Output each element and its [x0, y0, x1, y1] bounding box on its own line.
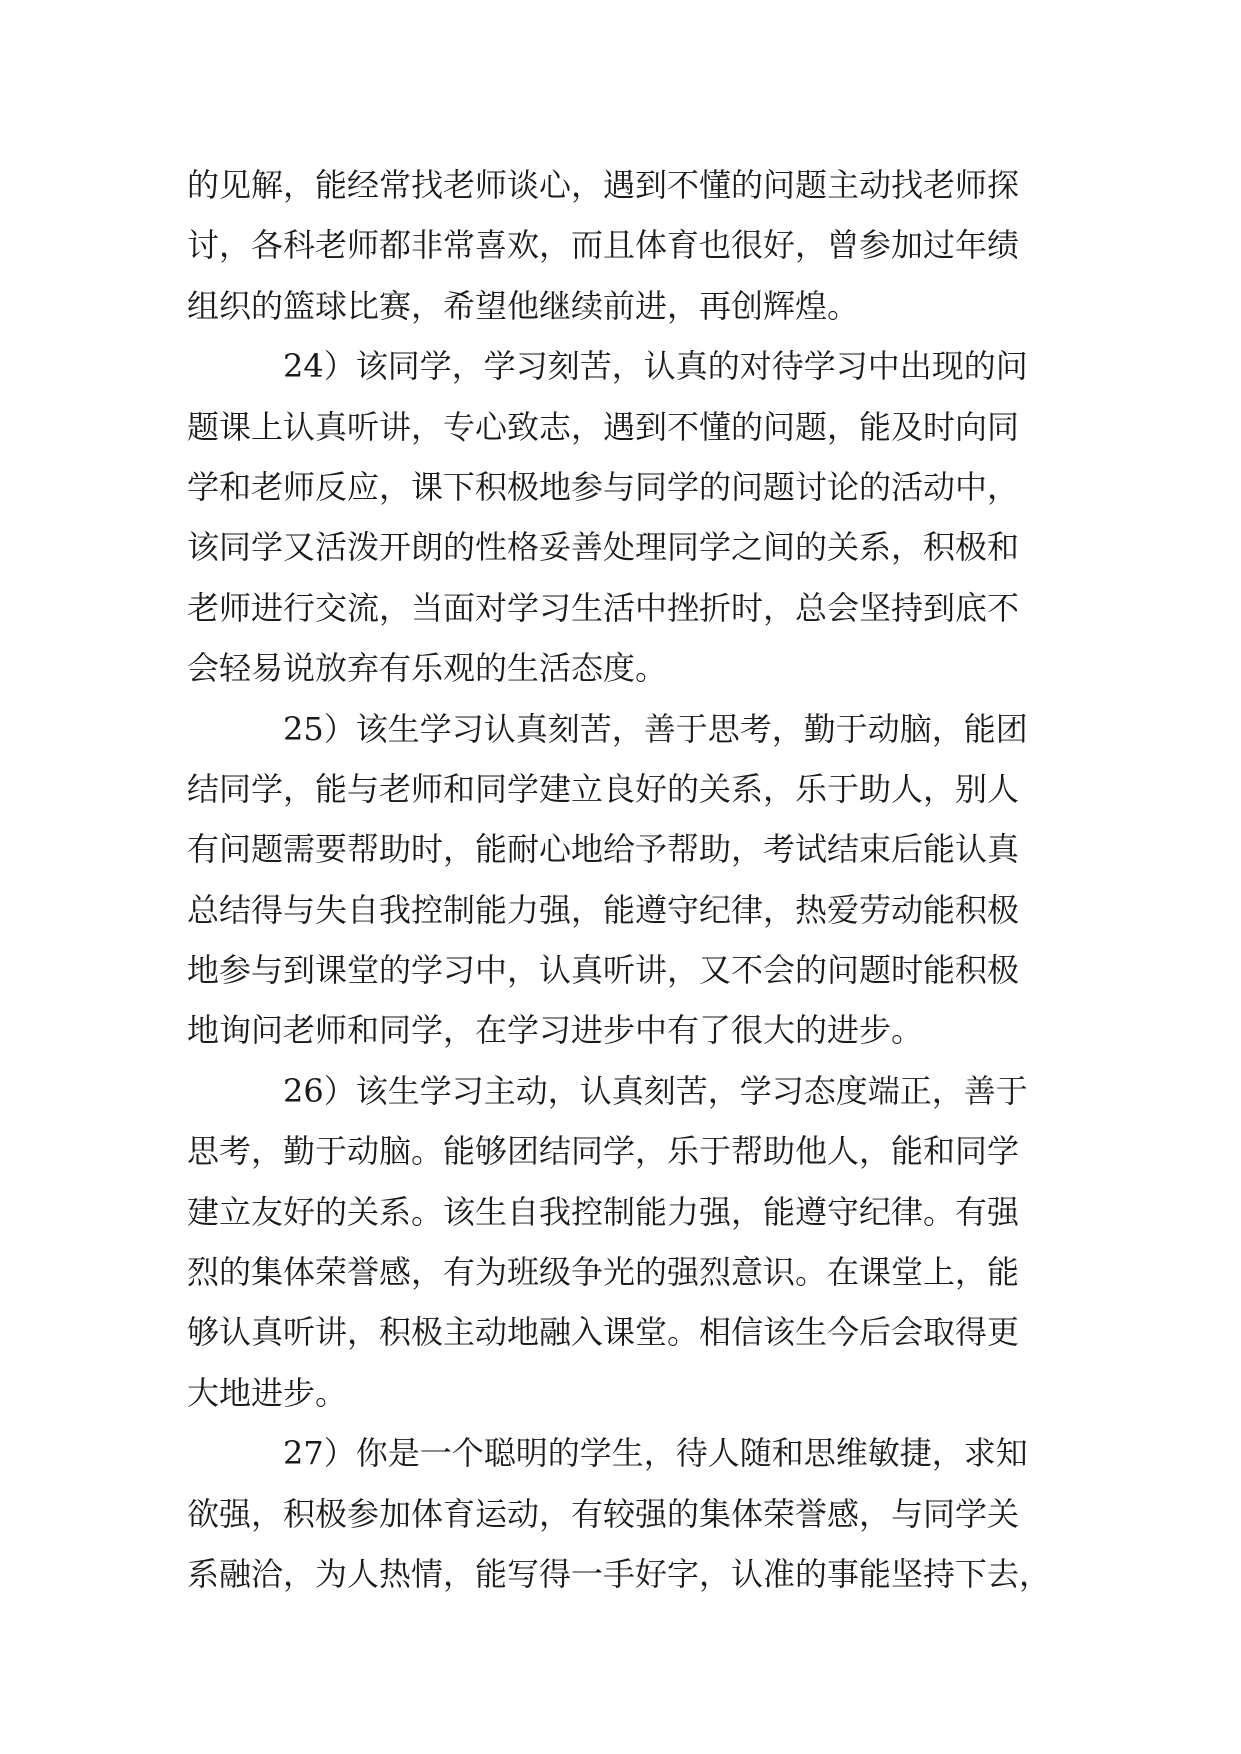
- text-line: 讨，各科老师都非常喜欢，而且体育也很好，曾参加过年绩: [187, 226, 1020, 265]
- text-line: 有问题需要帮助时，能耐心地给予帮助，考试结束后能认真: [187, 830, 1020, 869]
- text-line: 组织的篮球比赛，希望他继续前进，再创辉煌。: [187, 286, 860, 325]
- paragraph-item-25: [187, 699, 1057, 1061]
- paragraph-item-26: [187, 1061, 1057, 1423]
- document-body: [187, 155, 1057, 1604]
- text-line: 地参与到课堂的学习中，认真听讲，又不会的问题时能积极: [187, 951, 1020, 990]
- text-line: 建立友好的关系。该生自我控制能力强，能遵守纪律。有强: [187, 1192, 1020, 1231]
- text-line: 欲强，积极参加体育运动，有较强的集体荣誉感，与同学关: [187, 1494, 1020, 1533]
- text-line: 结同学，能与老师和同学建立良好的关系，乐于助人，别人: [187, 769, 1020, 808]
- text-line: 大地进步。: [187, 1373, 348, 1412]
- text-line: 27）你是一个聪明的学生，待人随和思维敏捷，求知: [283, 1434, 1028, 1473]
- paragraph-item-27: [187, 1423, 1057, 1604]
- paragraph-item-24: [187, 336, 1057, 698]
- text-line: 24）该同学，学习刻苦，认真的对待学习中出现的问: [283, 347, 1028, 386]
- text-line: 的见解，能经常找老师谈心，遇到不懂的问题主动找老师探: [187, 166, 1020, 204]
- text-line: 系融洽，为人热情，能写得一手好字，认准的事能坚持下去，: [187, 1554, 1052, 1593]
- text-line: 会轻易说放弃有乐观的生活态度。: [187, 649, 668, 688]
- text-line: 够认真听讲，积极主动地融入课堂。相信该生今后会取得更: [187, 1313, 1020, 1352]
- text-line: 26）该生学习主动，认真刻苦，学习态度端正，善于: [283, 1071, 1028, 1110]
- text-line: 烈的集体荣誉感，有为班级争光的强烈意识。在课堂上，能: [187, 1253, 1020, 1292]
- text-line: 学和老师反应，课下积极地参与同学的问题讨论的活动中，: [187, 467, 1020, 506]
- text-line: 思考，勤于动脑。能够团结同学，乐于帮助他人，能和同学: [187, 1132, 1020, 1171]
- text-line: 25）该生学习认真刻苦，善于思考，勤于动脑，能团: [283, 709, 1028, 748]
- text-line: 题课上认真听讲，专心致志，遇到不懂的问题，能及时向同: [187, 407, 1020, 446]
- text-line: 总结得与失自我控制能力强，能遵守纪律，热爱劳动能积极: [187, 890, 1020, 929]
- text-line: 该同学又活泼开朗的性格妥善处理同学之间的关系，积极和: [187, 528, 1020, 567]
- text-line: 老师进行交流，当面对学习生活中挫折时，总会坚持到底不: [187, 588, 1020, 627]
- paragraph-continued: [187, 155, 1057, 336]
- text-line: 地询问老师和同学，在学习进步中有了很大的进步。: [187, 1011, 924, 1050]
